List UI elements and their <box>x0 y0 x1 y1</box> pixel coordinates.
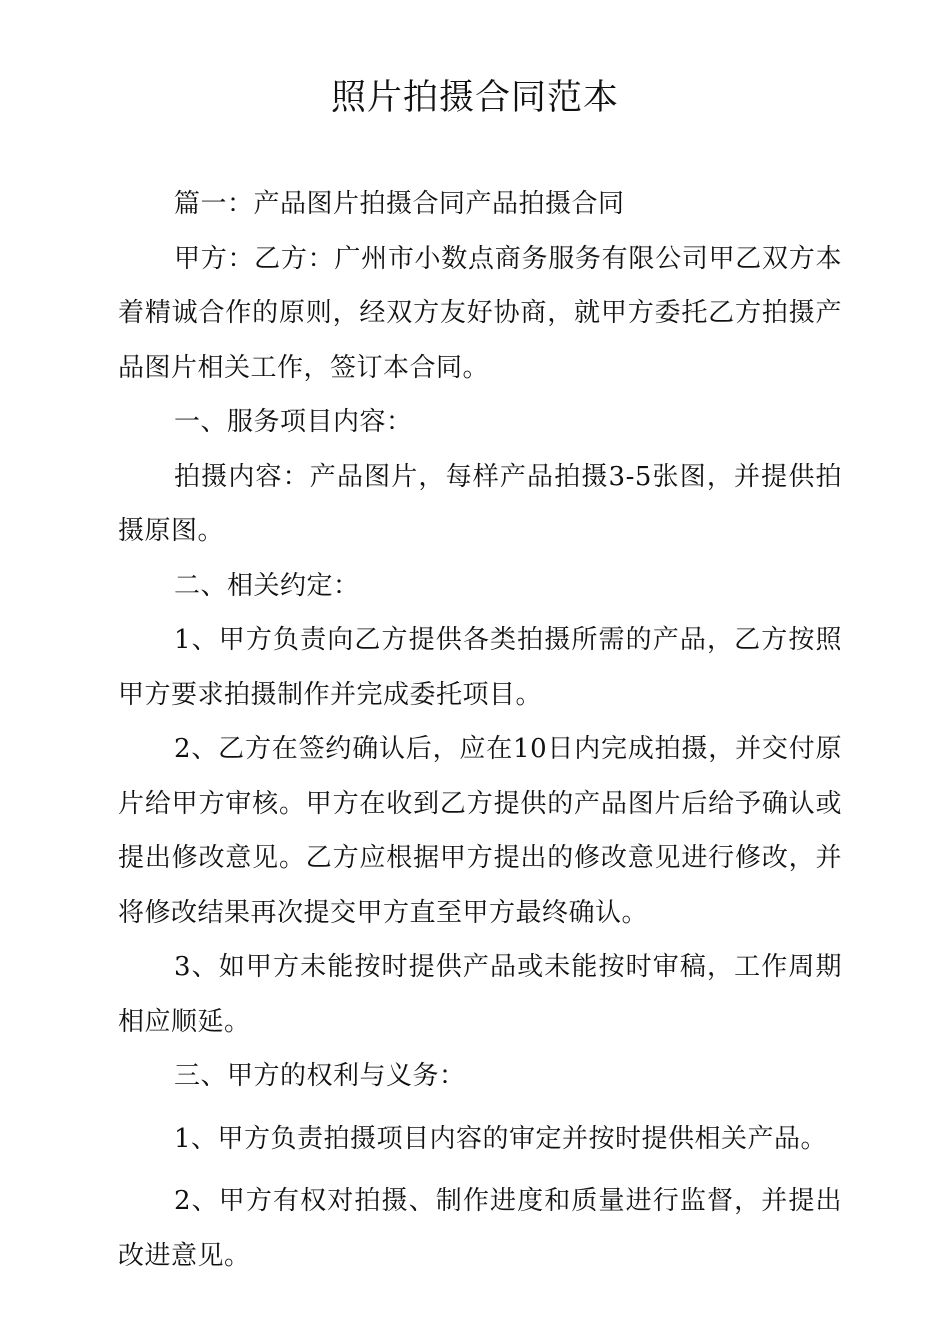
clause-item-2: 2、乙方在签约确认后，应在10日内完成拍摄，并交付原片给甲方审核。甲方在收到乙方提供的产品图片后给予确认或提出修改意见。乙方应根据甲方提出的修改意见进行修改，并将修改结果再次提交甲方直至甲方最终确认。 <box>118 734 842 928</box>
clause-item-1: 1、甲方负责向乙方提供各类拍摄所需的产品，乙方按照甲方要求拍摄制作并完成委托项目。 <box>118 625 842 710</box>
paragraph-shooting-content: 拍摄内容：产品图片，每样产品拍摄3-5张图，并提供拍摄原图。 <box>118 461 842 546</box>
paragraph-parties: 甲方：乙方：广州市小数点商务服务有限公司甲乙双方本着精诚合作的原则，经双方友好协商，就甲方委托乙方拍摄产品图片相关工作，签订本合同。 <box>118 243 842 383</box>
section-heading-part-one: 篇一：产品图片拍摄合同产品拍摄合同 <box>174 189 625 219</box>
rights-item-1: 1、甲方负责拍摄项目内容的审定并按时提供相关产品。 <box>174 1123 828 1154</box>
document-body <box>118 177 842 1283</box>
section-heading-agreements: 二、相关约定： <box>174 570 360 601</box>
section-heading-service-content: 一、服务项目内容： <box>174 407 413 437</box>
section-heading-party-a-rights: 三、甲方的权利与义务： <box>174 1061 466 1091</box>
rights-item-2: 2、甲方有权对拍摄、制作进度和质量进行监督，并提出改进意见。 <box>118 1186 842 1271</box>
document-title: 照片拍摄合同范本 <box>330 78 619 118</box>
clause-item-3: 3、如甲方未能按时提供产品或未能按时审稿，工作周期相应顺延。 <box>118 952 842 1037</box>
